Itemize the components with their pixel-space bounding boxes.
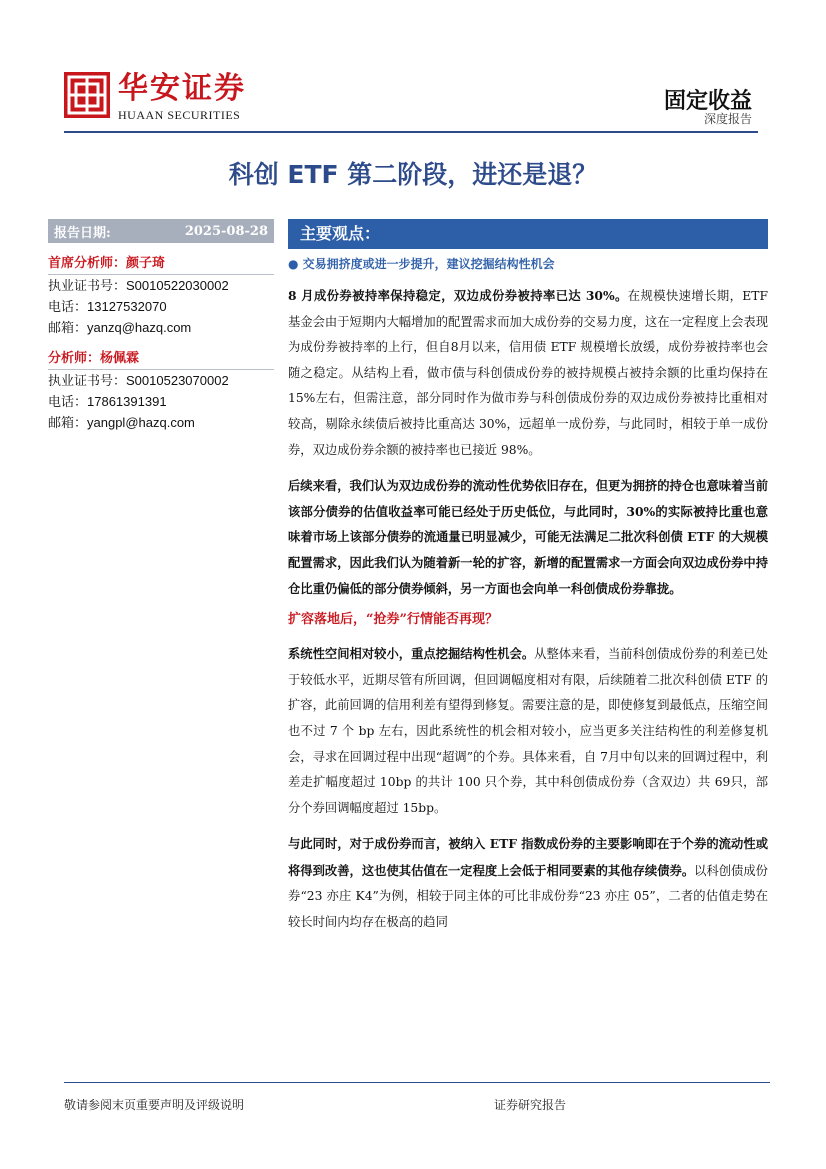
bullet-icon: ●: [288, 257, 299, 271]
paragraph-1: [288, 283, 768, 463]
analyst-name: 分析师：杨佩霖: [48, 351, 140, 366]
header-divider: [64, 131, 758, 133]
report-date-bar: [48, 219, 274, 243]
paragraph-1-lead: 8 月成份券被持率保持稳定，双边成份券被持率已达 30%。: [288, 288, 628, 303]
chief-analyst-email: 邮箱：yanzq@hazq.com: [48, 320, 192, 336]
chief-analyst-phone: 电话：13127532070: [48, 299, 167, 315]
footer-report-label: 证券研究报告: [494, 1098, 567, 1112]
key-point: [288, 255, 768, 273]
logo-name-en: HUAAN SECURITIES: [118, 108, 241, 122]
logo-name-cn: 华安证券: [118, 71, 246, 106]
chief-analyst-email-link[interactable]: yanzq@hazq.com: [87, 320, 192, 335]
chief-analyst-name: 首席分析师：颜子琦: [48, 256, 166, 271]
analyst-license: 执业证书号：S0010523070002: [48, 373, 229, 389]
main-content: [288, 219, 768, 936]
analyst-sidebar: [48, 219, 274, 433]
paragraph-4: [288, 831, 768, 935]
report-date-label: 报告日期:: [54, 225, 111, 241]
paragraph-4-lead: 与此同时，对于成份券而言，被纳入 ETF 指数成份券的主要影响即在于个券的流动性或将得到改善，这也使其估值在一定程度上会低于相同要素的其他存续债券。: [288, 836, 768, 878]
paragraph-3-lead: 系统性空间相对较小，重点挖掘结构性机会。: [288, 646, 535, 662]
report-category: 固定收益: [663, 88, 752, 114]
paragraph-3: [288, 641, 768, 821]
huaan-seal-icon: [64, 72, 110, 118]
analyst-email: 邮箱：yangpl@hazq.com: [48, 415, 195, 431]
analyst-email-link[interactable]: yangpl@hazq.com: [87, 415, 195, 430]
report-title: 科创 ETF 第二阶段，进还是退？: [228, 160, 598, 189]
footer-disclaimer: 敬请参阅末页重要声明及评级说明: [64, 1098, 245, 1112]
subsection-heading: 扩容落地后，“抢券”行情能否再现？: [288, 612, 498, 628]
analyst-phone: 电话：17861391391: [48, 394, 167, 410]
footer-divider: [64, 1082, 770, 1083]
paragraph-2: 后续来看，我们认为双边成份券的流动性优势依旧存在，但更为拥挤的持仓也意味着当前该部分债券的估值收益率可能已经处于历史低位，与此同时，30%的实际被持比重也意味着市场上该部分债券的流通量已明显减少，可能无法满足二批次科创债 ETF 的大规模配置需求，因此我们认为随着新一轮的扩容，新增的配置需求一方面会向双边成份券中持仓比重仍偏低的部分债券倾斜，另一方面也会向单一科创债成份券靠拢。: [288, 478, 768, 596]
company-logo: [64, 72, 248, 124]
key-point-text: 交易拥挤度或进一步提升，建议挖掘结构性机会: [302, 257, 555, 271]
chief-analyst-license: 执业证书号：S0010522030002: [48, 278, 229, 294]
report-date-value: 2025-08-28: [184, 223, 268, 239]
paragraph-1-body: 在规模快速增长期，ETF 基金会由于短期内大幅增加的配置需求而加大成份券的交易力度，这在一定程度上会表现为成份券被持率的上行，但自8月以来，信用债 ETF 规模增长放缓，成份券被持率也会随之稳定。从结构上看，做市债与科创债成份券的被持规模占被持余额的比重均保持在 15%左右，但需注意，部分同时作为做市券与科创债成份券的双边成份券被持比重相对较高，剔除永续债后被持比重高达 30%，远超单一成份券，与此同时，相较于单一成份券，双边成份券余额的被持率也已接近 98%。: [288, 289, 769, 457]
report-type: 深度报告: [703, 112, 752, 126]
section-header-main-views: 主要观点：: [288, 219, 768, 249]
paragraph-3-body: 从整体来看，当前科创债成份券的利差已处于较低水平，近期尽管有所回调，但回调幅度相对有限，后续随着二批次科创债 ETF 的扩容，此前回调的信用利差有望得到修复。需要注意的是，即使修复到最低点，压缩空间也不过 7 个 bp 左右，因此系统性的机会相对较小，应当更多关注结构性的利差修复机会，寻求在回调过程中出现“超调”的个券。具体来看，自 7月中旬以来的回调过程中，利差走扩幅度超过 10bp 的共计 100 只个券，其中科创债成份券（含双边）共 69只，部分个券回调幅度超过 15bp。: [288, 647, 768, 815]
paragraph-4-body: 以科创债成份券“23 亦庄 K4”为例，相较于同主体的可比非成份券“23 亦庄 05”，二者的估值走势在较长时间内均存在极高的趋同: [288, 863, 768, 930]
